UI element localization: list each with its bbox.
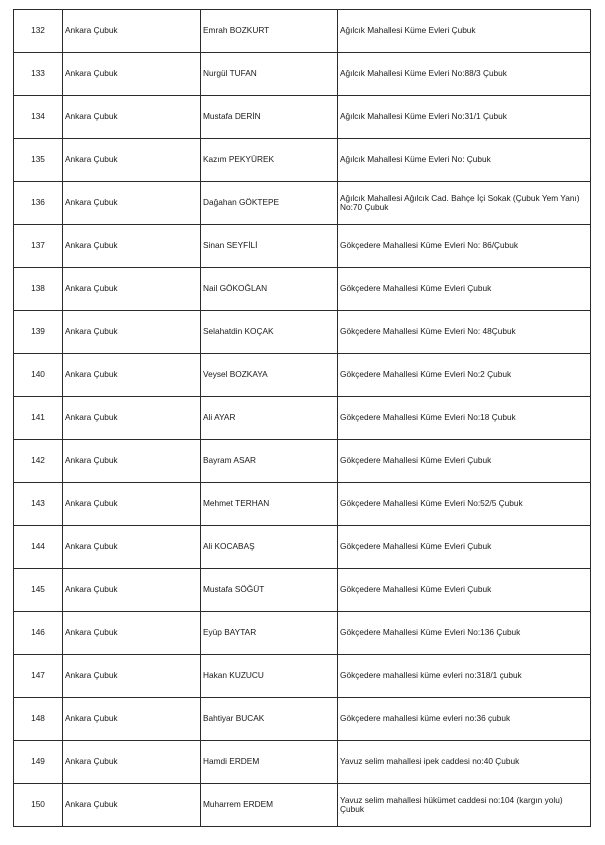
city-cell: Ankara Çubuk xyxy=(63,526,201,569)
name-cell: Bayram ASAR xyxy=(201,440,338,483)
table-row xyxy=(14,526,591,569)
table-row xyxy=(14,268,591,311)
address-cell: Ağılcık Mahallesi Küme Evleri Çubuk xyxy=(338,10,591,53)
row-number-cell: 142 xyxy=(14,440,63,483)
table-row xyxy=(14,53,591,96)
address-cell: Ağılcık Mahallesi Küme Evleri No:88/3 Çubuk xyxy=(338,53,591,96)
city-cell: Ankara Çubuk xyxy=(63,96,201,139)
city-cell: Ankara Çubuk xyxy=(63,655,201,698)
table-row xyxy=(14,784,591,827)
city-cell: Ankara Çubuk xyxy=(63,139,201,182)
name-cell: Emrah BOZKURT xyxy=(201,10,338,53)
row-number-cell: 146 xyxy=(14,612,63,655)
table-row xyxy=(14,311,591,354)
address-cell: Ağılcık Mahallesi Küme Evleri No: Çubuk xyxy=(338,139,591,182)
address-cell: Gökçedere Mahallesi Küme Evleri No: 48Çubuk xyxy=(338,311,591,354)
name-cell: Hakan KUZUCU xyxy=(201,655,338,698)
city-cell: Ankara Çubuk xyxy=(63,397,201,440)
row-number-cell: 136 xyxy=(14,182,63,225)
address-cell: Gökçedere Mahallesi Küme Evleri No: 86/Çubuk xyxy=(338,225,591,268)
row-number-cell: 138 xyxy=(14,268,63,311)
address-cell: Ağılcık Mahallesi Ağılcık Cad. Bahçe İçi Sokak (Çubuk Yem Yanı) No:70 Çubuk xyxy=(338,182,591,225)
address-cell: Yavuz selim mahallesi hükümet caddesi no:104 (kargın yolu) Çubuk xyxy=(338,784,591,827)
name-cell: Eyüp BAYTAR xyxy=(201,612,338,655)
name-cell: Sinan SEYFİLİ xyxy=(201,225,338,268)
table-row xyxy=(14,612,591,655)
table-row xyxy=(14,483,591,526)
city-cell: Ankara Çubuk xyxy=(63,225,201,268)
row-number-cell: 137 xyxy=(14,225,63,268)
table-row xyxy=(14,655,591,698)
address-cell: Gökçedere Mahallesi Küme Evleri Çubuk xyxy=(338,569,591,612)
table-row xyxy=(14,741,591,784)
name-cell: Hamdi ERDEM xyxy=(201,741,338,784)
address-cell: Gökçedere Mahallesi Küme Evleri No:2 Çubuk xyxy=(338,354,591,397)
table-row xyxy=(14,139,591,182)
table-row xyxy=(14,10,591,53)
address-cell: Gökçedere mahallesi küme evleri no:36 çubuk xyxy=(338,698,591,741)
row-number-cell: 140 xyxy=(14,354,63,397)
address-cell: Ağılcık Mahallesi Küme Evleri No:31/1 Çubuk xyxy=(338,96,591,139)
city-cell: Ankara Çubuk xyxy=(63,483,201,526)
city-cell: Ankara Çubuk xyxy=(63,354,201,397)
city-cell: Ankara Çubuk xyxy=(63,311,201,354)
city-cell: Ankara Çubuk xyxy=(63,784,201,827)
name-cell: Nail GÖKOĞLAN xyxy=(201,268,338,311)
table-row xyxy=(14,698,591,741)
table-row xyxy=(14,96,591,139)
table-row xyxy=(14,569,591,612)
row-number-cell: 132 xyxy=(14,10,63,53)
table-row xyxy=(14,397,591,440)
address-cell: Gökçedere mahallesi küme evleri no:318/1 çubuk xyxy=(338,655,591,698)
name-cell: Mustafa DERİN xyxy=(201,96,338,139)
address-cell: Gökçedere Mahallesi Küme Evleri No:52/5 Çubuk xyxy=(338,483,591,526)
row-number-cell: 149 xyxy=(14,741,63,784)
table-row xyxy=(14,440,591,483)
table-row xyxy=(14,182,591,225)
city-cell: Ankara Çubuk xyxy=(63,10,201,53)
address-cell: Gökçedere Mahallesi Küme Evleri Çubuk xyxy=(338,526,591,569)
name-cell: Mehmet TERHAN xyxy=(201,483,338,526)
row-number-cell: 133 xyxy=(14,53,63,96)
row-number-cell: 134 xyxy=(14,96,63,139)
row-number-cell: 139 xyxy=(14,311,63,354)
city-cell: Ankara Çubuk xyxy=(63,569,201,612)
city-cell: Ankara Çubuk xyxy=(63,698,201,741)
city-cell: Ankara Çubuk xyxy=(63,741,201,784)
address-cell: Gökçedere Mahallesi Küme Evleri No:136 Çubuk xyxy=(338,612,591,655)
city-cell: Ankara Çubuk xyxy=(63,53,201,96)
name-cell: Nurgül TUFAN xyxy=(201,53,338,96)
address-cell: Gökçedere Mahallesi Küme Evleri Çubuk xyxy=(338,268,591,311)
name-cell: Ali AYAR xyxy=(201,397,338,440)
row-number-cell: 141 xyxy=(14,397,63,440)
row-number-cell: 145 xyxy=(14,569,63,612)
record-table-body xyxy=(14,10,591,827)
row-number-cell: 144 xyxy=(14,526,63,569)
name-cell: Dağahan GÖKTEPE xyxy=(201,182,338,225)
address-cell: Gökçedere Mahallesi Küme Evleri No:18 Çubuk xyxy=(338,397,591,440)
city-cell: Ankara Çubuk xyxy=(63,440,201,483)
row-number-cell: 147 xyxy=(14,655,63,698)
name-cell: Mustafa SÖĞÜT xyxy=(201,569,338,612)
name-cell: Bahtiyar BUCAK xyxy=(201,698,338,741)
row-number-cell: 135 xyxy=(14,139,63,182)
name-cell: Selahatdin KOÇAK xyxy=(201,311,338,354)
name-cell: Kazım PEKYÜREK xyxy=(201,139,338,182)
address-cell: Gökçedere Mahallesi Küme Evleri Çubuk xyxy=(338,440,591,483)
city-cell: Ankara Çubuk xyxy=(63,182,201,225)
name-cell: Veysel BOZKAYA xyxy=(201,354,338,397)
address-cell: Yavuz selim mahallesi ipek caddesi no:40 Çubuk xyxy=(338,741,591,784)
row-number-cell: 148 xyxy=(14,698,63,741)
table-row xyxy=(14,354,591,397)
name-cell: Muharrem ERDEM xyxy=(201,784,338,827)
city-cell: Ankara Çubuk xyxy=(63,268,201,311)
table-row xyxy=(14,225,591,268)
row-number-cell: 150 xyxy=(14,784,63,827)
row-number-cell: 143 xyxy=(14,483,63,526)
city-cell: Ankara Çubuk xyxy=(63,612,201,655)
record-table xyxy=(13,9,591,827)
name-cell: Ali KOCABAŞ xyxy=(201,526,338,569)
